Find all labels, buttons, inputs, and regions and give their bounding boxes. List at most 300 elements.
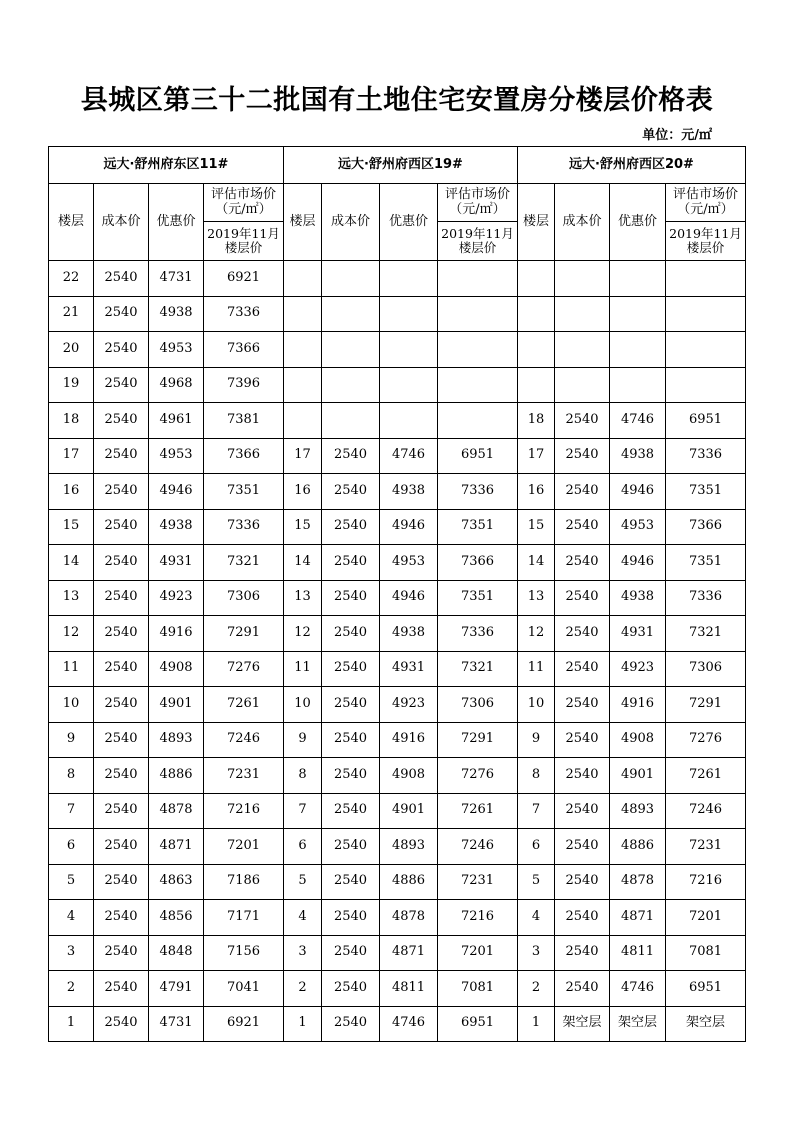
cost-cell: 2540 bbox=[94, 1006, 149, 1042]
floor-price-label: 楼层价 bbox=[686, 240, 725, 255]
market-price-cell: 7291 bbox=[666, 687, 746, 723]
floor-cell: 12 bbox=[518, 616, 555, 652]
market-price-cell: 7336 bbox=[204, 509, 284, 545]
table-row bbox=[49, 687, 746, 723]
project-name-east-11: 远大·舒州府东区11# bbox=[49, 147, 284, 184]
floor-cell: 5 bbox=[518, 864, 555, 900]
date-price-header bbox=[204, 222, 284, 261]
market-price-cell bbox=[666, 367, 746, 403]
market-price-cell: 7321 bbox=[666, 616, 746, 652]
market-price-cell: 7336 bbox=[666, 438, 746, 474]
market-price-label: 评估市场价 bbox=[210, 186, 276, 202]
market-price-cell: 7351 bbox=[204, 474, 284, 510]
table-row bbox=[49, 829, 746, 865]
market-price-cell: 6921 bbox=[204, 261, 284, 297]
market-price-cell: 7231 bbox=[438, 864, 518, 900]
cost-cell: 2540 bbox=[322, 758, 380, 794]
cost-cell: 2540 bbox=[322, 1006, 380, 1042]
market-price-cell: 7396 bbox=[204, 367, 284, 403]
discount-cell: 4731 bbox=[149, 261, 204, 297]
market-price-label: 评估市场价 bbox=[444, 186, 510, 202]
cost-cell: 2540 bbox=[94, 687, 149, 723]
cost-cell: 2540 bbox=[94, 474, 149, 510]
cost-cell: 2540 bbox=[94, 758, 149, 794]
discount-cell: 4908 bbox=[610, 722, 666, 758]
discount-cell: 4923 bbox=[380, 687, 438, 723]
discount-cell: 4871 bbox=[610, 900, 666, 936]
market-price-cell: 6951 bbox=[666, 403, 746, 439]
discount-cell: 4916 bbox=[610, 687, 666, 723]
market-price-cell: 7246 bbox=[438, 829, 518, 865]
table-row bbox=[49, 722, 746, 758]
market-price-cell: 7201 bbox=[438, 935, 518, 971]
market-price-cell: 7291 bbox=[204, 616, 284, 652]
table-row bbox=[49, 935, 746, 971]
floor-cell: 3 bbox=[49, 935, 94, 971]
market-price-cell: 7081 bbox=[666, 935, 746, 971]
market-price-cell: 7231 bbox=[204, 758, 284, 794]
cost-cell: 2540 bbox=[555, 758, 610, 794]
table-row bbox=[49, 261, 746, 297]
discount-cell bbox=[610, 296, 666, 332]
floor-cell bbox=[518, 332, 555, 368]
discount-cell: 4886 bbox=[380, 864, 438, 900]
market-price-cell: 6921 bbox=[204, 1006, 284, 1042]
discount-cell: 4946 bbox=[380, 509, 438, 545]
table-row bbox=[49, 758, 746, 794]
table-row bbox=[49, 403, 746, 439]
discount-cell: 4953 bbox=[380, 545, 438, 581]
discount-cell: 4811 bbox=[380, 971, 438, 1007]
table-row bbox=[49, 616, 746, 652]
floor-cell: 2 bbox=[284, 971, 322, 1007]
floor-cell: 22 bbox=[49, 261, 94, 297]
discount-cell: 4746 bbox=[380, 438, 438, 474]
cost-cell: 2540 bbox=[555, 900, 610, 936]
cost-cell: 2540 bbox=[322, 438, 380, 474]
floor-cell bbox=[284, 332, 322, 368]
discount-cell: 4886 bbox=[610, 829, 666, 865]
discount-cell: 4871 bbox=[149, 829, 204, 865]
table-row bbox=[49, 864, 746, 900]
table-row bbox=[49, 474, 746, 510]
cost-cell: 2540 bbox=[94, 829, 149, 865]
cost-cell: 2540 bbox=[322, 971, 380, 1007]
cost-header: 成本价 bbox=[322, 184, 380, 261]
floor-cell bbox=[518, 296, 555, 332]
floor-cell: 14 bbox=[284, 545, 322, 581]
cost-cell: 2540 bbox=[322, 474, 380, 510]
cost-header: 成本价 bbox=[555, 184, 610, 261]
floor-cell: 6 bbox=[518, 829, 555, 865]
date-price-header bbox=[438, 222, 518, 261]
floor-cell: 16 bbox=[49, 474, 94, 510]
discount-cell: 4938 bbox=[149, 509, 204, 545]
floor-cell: 8 bbox=[284, 758, 322, 794]
market-price-cell bbox=[666, 332, 746, 368]
cost-cell: 2540 bbox=[94, 971, 149, 1007]
market-price-unit: （元/㎡） bbox=[449, 201, 506, 217]
market-price-cell: 7351 bbox=[438, 580, 518, 616]
table-row bbox=[49, 651, 746, 687]
cost-cell: 2540 bbox=[322, 900, 380, 936]
project-name-west-19: 远大·舒州府西区19# bbox=[284, 147, 518, 184]
discount-cell: 4938 bbox=[149, 296, 204, 332]
market-price-cell: 7291 bbox=[438, 722, 518, 758]
cost-header: 成本价 bbox=[94, 184, 149, 261]
market-price-cell: 6951 bbox=[438, 1006, 518, 1042]
market-price-cell: 7306 bbox=[666, 651, 746, 687]
market-price-cell: 7246 bbox=[204, 722, 284, 758]
discount-cell: 4938 bbox=[380, 616, 438, 652]
market-price-cell: 7041 bbox=[204, 971, 284, 1007]
floor-cell: 11 bbox=[284, 651, 322, 687]
cost-cell: 2540 bbox=[94, 509, 149, 545]
market-price-cell: 7261 bbox=[666, 758, 746, 794]
market-price-cell bbox=[438, 403, 518, 439]
cost-cell: 2540 bbox=[94, 935, 149, 971]
floor-cell: 5 bbox=[49, 864, 94, 900]
market-price-header bbox=[666, 184, 746, 222]
discount-cell: 4871 bbox=[380, 935, 438, 971]
table-row bbox=[49, 332, 746, 368]
cost-cell: 2540 bbox=[94, 864, 149, 900]
discount-cell: 4893 bbox=[149, 722, 204, 758]
discount-cell: 4946 bbox=[380, 580, 438, 616]
market-price-cell: 7321 bbox=[204, 545, 284, 581]
column-header-row bbox=[49, 184, 746, 222]
cost-cell: 2540 bbox=[555, 793, 610, 829]
discount-header: 优惠价 bbox=[610, 184, 666, 261]
floor-cell: 17 bbox=[49, 438, 94, 474]
discount-cell: 4961 bbox=[149, 403, 204, 439]
floor-cell: 15 bbox=[49, 509, 94, 545]
market-price-cell: 7306 bbox=[438, 687, 518, 723]
market-price-cell: 6951 bbox=[666, 971, 746, 1007]
market-price-cell: 架空层 bbox=[666, 1006, 746, 1042]
cost-cell: 2540 bbox=[94, 651, 149, 687]
discount-cell: 4953 bbox=[149, 438, 204, 474]
market-price-cell bbox=[666, 296, 746, 332]
market-price-unit: （元/㎡） bbox=[677, 201, 734, 217]
market-price-cell: 7231 bbox=[666, 829, 746, 865]
table-row bbox=[49, 1006, 746, 1042]
table-body bbox=[49, 261, 746, 1042]
market-price-cell: 7306 bbox=[204, 580, 284, 616]
discount-cell: 4731 bbox=[149, 1006, 204, 1042]
floor-cell: 13 bbox=[518, 580, 555, 616]
market-price-cell: 7366 bbox=[204, 332, 284, 368]
discount-cell bbox=[380, 296, 438, 332]
cost-cell: 2540 bbox=[94, 296, 149, 332]
project-name-west-20: 远大·舒州府西区20# bbox=[518, 147, 746, 184]
floor-cell: 6 bbox=[284, 829, 322, 865]
market-price-cell: 7216 bbox=[666, 864, 746, 900]
cost-cell: 2540 bbox=[94, 580, 149, 616]
cost-cell: 2540 bbox=[322, 509, 380, 545]
discount-cell: 4901 bbox=[610, 758, 666, 794]
market-price-cell: 7366 bbox=[438, 545, 518, 581]
floor-cell: 14 bbox=[518, 545, 555, 581]
discount-cell: 4878 bbox=[149, 793, 204, 829]
floor-header: 楼层 bbox=[49, 184, 94, 261]
market-price-cell: 7366 bbox=[204, 438, 284, 474]
cost-cell: 2540 bbox=[555, 971, 610, 1007]
discount-cell: 4916 bbox=[380, 722, 438, 758]
cost-cell: 2540 bbox=[322, 651, 380, 687]
market-price-cell: 7366 bbox=[666, 509, 746, 545]
market-price-cell bbox=[438, 261, 518, 297]
page-title: 县城区第三十二批国有土地住宅安置房分楼层价格表 bbox=[80, 85, 714, 116]
cost-cell: 2540 bbox=[555, 545, 610, 581]
discount-cell: 4916 bbox=[149, 616, 204, 652]
discount-cell: 4931 bbox=[380, 651, 438, 687]
discount-cell: 4893 bbox=[610, 793, 666, 829]
discount-cell: 4908 bbox=[149, 651, 204, 687]
floor-cell: 17 bbox=[518, 438, 555, 474]
discount-cell: 架空层 bbox=[610, 1006, 666, 1042]
table-row bbox=[49, 438, 746, 474]
floor-cell: 20 bbox=[49, 332, 94, 368]
floor-cell: 1 bbox=[518, 1006, 555, 1042]
discount-cell: 4968 bbox=[149, 367, 204, 403]
discount-cell bbox=[380, 403, 438, 439]
cost-cell: 2540 bbox=[322, 545, 380, 581]
cost-cell: 2540 bbox=[322, 829, 380, 865]
discount-cell: 4746 bbox=[380, 1006, 438, 1042]
cost-cell: 2540 bbox=[555, 616, 610, 652]
discount-cell: 4946 bbox=[610, 545, 666, 581]
market-price-cell: 7276 bbox=[666, 722, 746, 758]
floor-header: 楼层 bbox=[284, 184, 322, 261]
price-table bbox=[48, 146, 746, 1042]
cost-cell: 2540 bbox=[555, 474, 610, 510]
cost-cell: 2540 bbox=[94, 545, 149, 581]
market-price-cell bbox=[438, 296, 518, 332]
market-price-cell: 7336 bbox=[438, 474, 518, 510]
discount-cell: 4938 bbox=[610, 438, 666, 474]
discount-cell: 4953 bbox=[610, 509, 666, 545]
cost-cell bbox=[555, 367, 610, 403]
cost-cell: 2540 bbox=[555, 864, 610, 900]
cost-cell: 2540 bbox=[94, 332, 149, 368]
cost-cell: 2540 bbox=[94, 722, 149, 758]
cost-cell: 2540 bbox=[555, 580, 610, 616]
discount-cell: 4811 bbox=[610, 935, 666, 971]
cost-cell bbox=[322, 367, 380, 403]
cost-cell: 架空层 bbox=[555, 1006, 610, 1042]
floor-cell: 17 bbox=[284, 438, 322, 474]
market-price-cell: 7336 bbox=[438, 616, 518, 652]
discount-cell bbox=[610, 261, 666, 297]
market-price-cell: 7381 bbox=[204, 403, 284, 439]
floor-cell: 7 bbox=[518, 793, 555, 829]
floor-price-label: 楼层价 bbox=[458, 240, 497, 255]
discount-cell: 4931 bbox=[610, 616, 666, 652]
discount-cell: 4878 bbox=[380, 900, 438, 936]
floor-cell: 10 bbox=[284, 687, 322, 723]
discount-cell: 4946 bbox=[149, 474, 204, 510]
discount-cell: 4931 bbox=[149, 545, 204, 581]
cost-cell bbox=[322, 296, 380, 332]
market-price-cell: 7186 bbox=[204, 864, 284, 900]
table-row bbox=[49, 367, 746, 403]
market-price-cell: 7351 bbox=[666, 474, 746, 510]
floor-cell: 9 bbox=[518, 722, 555, 758]
discount-cell: 4923 bbox=[149, 580, 204, 616]
table-row bbox=[49, 509, 746, 545]
cost-cell: 2540 bbox=[94, 616, 149, 652]
cost-cell: 2540 bbox=[94, 367, 149, 403]
floor-cell: 1 bbox=[284, 1006, 322, 1042]
cost-cell: 2540 bbox=[94, 900, 149, 936]
floor-cell bbox=[518, 367, 555, 403]
date-label: 2019年11月 bbox=[441, 225, 514, 241]
cost-cell: 2540 bbox=[555, 722, 610, 758]
discount-header: 优惠价 bbox=[380, 184, 438, 261]
market-price-cell: 7201 bbox=[666, 900, 746, 936]
floor-price-label: 楼层价 bbox=[224, 240, 263, 255]
market-price-cell: 7081 bbox=[438, 971, 518, 1007]
floor-cell bbox=[518, 261, 555, 297]
table-row bbox=[49, 793, 746, 829]
floor-cell: 3 bbox=[518, 935, 555, 971]
market-price-cell: 7216 bbox=[204, 793, 284, 829]
cost-cell: 2540 bbox=[322, 616, 380, 652]
discount-cell: 4848 bbox=[149, 935, 204, 971]
market-price-cell: 7336 bbox=[666, 580, 746, 616]
floor-cell: 11 bbox=[518, 651, 555, 687]
market-price-header bbox=[204, 184, 284, 222]
market-price-cell: 7156 bbox=[204, 935, 284, 971]
cost-cell: 2540 bbox=[94, 793, 149, 829]
date-label: 2019年11月 bbox=[207, 225, 280, 241]
market-price-cell: 7351 bbox=[438, 509, 518, 545]
discount-cell: 4908 bbox=[380, 758, 438, 794]
floor-cell: 5 bbox=[284, 864, 322, 900]
floor-cell: 9 bbox=[284, 722, 322, 758]
floor-cell: 12 bbox=[284, 616, 322, 652]
floor-cell: 9 bbox=[49, 722, 94, 758]
discount-cell: 4886 bbox=[149, 758, 204, 794]
cost-cell: 2540 bbox=[94, 261, 149, 297]
cost-cell: 2540 bbox=[322, 722, 380, 758]
cost-cell: 2540 bbox=[94, 403, 149, 439]
cost-cell: 2540 bbox=[322, 864, 380, 900]
cost-cell bbox=[322, 403, 380, 439]
table-row bbox=[49, 971, 746, 1007]
cost-cell: 2540 bbox=[322, 793, 380, 829]
cost-cell: 2540 bbox=[555, 509, 610, 545]
cost-cell bbox=[322, 332, 380, 368]
floor-cell: 4 bbox=[284, 900, 322, 936]
floor-cell: 4 bbox=[518, 900, 555, 936]
table-row bbox=[49, 545, 746, 581]
discount-cell: 4923 bbox=[610, 651, 666, 687]
floor-cell: 8 bbox=[518, 758, 555, 794]
discount-cell bbox=[610, 367, 666, 403]
cost-cell: 2540 bbox=[555, 651, 610, 687]
market-price-cell: 7216 bbox=[438, 900, 518, 936]
market-price-cell: 6951 bbox=[438, 438, 518, 474]
floor-cell bbox=[284, 261, 322, 297]
discount-cell: 4953 bbox=[149, 332, 204, 368]
market-price-label: 评估市场价 bbox=[672, 186, 738, 202]
floor-cell: 6 bbox=[49, 829, 94, 865]
market-price-cell: 7276 bbox=[204, 651, 284, 687]
floor-cell: 18 bbox=[49, 403, 94, 439]
discount-cell: 4746 bbox=[610, 971, 666, 1007]
discount-cell: 4901 bbox=[380, 793, 438, 829]
table-row bbox=[49, 580, 746, 616]
floor-cell bbox=[284, 296, 322, 332]
discount-cell: 4901 bbox=[149, 687, 204, 723]
discount-cell: 4863 bbox=[149, 864, 204, 900]
cost-cell: 2540 bbox=[555, 403, 610, 439]
cost-cell: 2540 bbox=[555, 438, 610, 474]
discount-cell bbox=[380, 261, 438, 297]
market-price-cell: 7261 bbox=[204, 687, 284, 723]
market-price-cell: 7336 bbox=[204, 296, 284, 332]
discount-cell: 4946 bbox=[610, 474, 666, 510]
discount-cell bbox=[380, 332, 438, 368]
cost-cell: 2540 bbox=[322, 935, 380, 971]
discount-cell: 4938 bbox=[380, 474, 438, 510]
floor-cell: 14 bbox=[49, 545, 94, 581]
floor-cell bbox=[284, 403, 322, 439]
floor-cell: 19 bbox=[49, 367, 94, 403]
floor-cell: 8 bbox=[49, 758, 94, 794]
cost-cell bbox=[555, 296, 610, 332]
floor-cell: 21 bbox=[49, 296, 94, 332]
floor-cell: 2 bbox=[518, 971, 555, 1007]
floor-cell: 3 bbox=[284, 935, 322, 971]
floor-cell bbox=[284, 367, 322, 403]
market-price-cell: 7276 bbox=[438, 758, 518, 794]
discount-cell bbox=[380, 367, 438, 403]
floor-cell: 7 bbox=[49, 793, 94, 829]
floor-cell: 15 bbox=[284, 509, 322, 545]
floor-cell: 18 bbox=[518, 403, 555, 439]
floor-cell: 4 bbox=[49, 900, 94, 936]
floor-cell: 11 bbox=[49, 651, 94, 687]
floor-cell: 16 bbox=[518, 474, 555, 510]
market-price-header bbox=[438, 184, 518, 222]
cost-cell bbox=[322, 261, 380, 297]
market-price-cell: 7261 bbox=[438, 793, 518, 829]
floor-cell: 1 bbox=[49, 1006, 94, 1042]
market-price-cell: 7246 bbox=[666, 793, 746, 829]
date-price-header bbox=[666, 222, 746, 261]
market-price-cell bbox=[666, 261, 746, 297]
floor-cell: 10 bbox=[49, 687, 94, 723]
cost-cell: 2540 bbox=[322, 687, 380, 723]
market-price-cell: 7321 bbox=[438, 651, 518, 687]
floor-cell: 15 bbox=[518, 509, 555, 545]
market-price-cell bbox=[438, 332, 518, 368]
cost-cell: 2540 bbox=[555, 935, 610, 971]
floor-cell: 7 bbox=[284, 793, 322, 829]
market-price-cell: 7351 bbox=[666, 545, 746, 581]
market-price-cell bbox=[438, 367, 518, 403]
unit-label: 单位：元/㎡ bbox=[642, 128, 712, 143]
floor-cell: 13 bbox=[49, 580, 94, 616]
market-price-cell: 7201 bbox=[204, 829, 284, 865]
discount-header: 优惠价 bbox=[149, 184, 204, 261]
cost-cell: 2540 bbox=[322, 580, 380, 616]
market-price-unit: （元/㎡） bbox=[215, 201, 272, 217]
discount-cell: 4856 bbox=[149, 900, 204, 936]
